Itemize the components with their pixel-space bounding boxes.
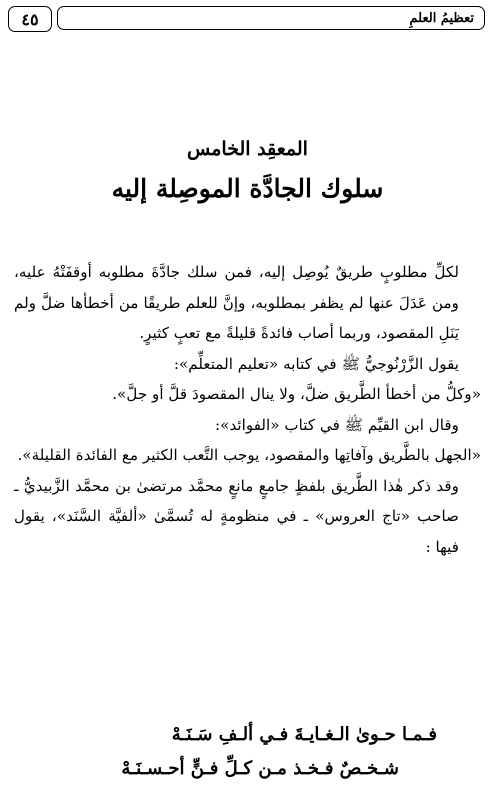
paragraph-zabidi: وقد ذكر هٰذا الطَّريق بلفظٍ جامعٍ مانعٍ محمَّد مرتضىٰ بن محمَّد الزَّبيديُّ ـ صاحب «تاج العروس» ـ في منظومةٍ له تُسمَّىٰ «ألفيَّة السَّنَد»، يقول فيها : <box>14 476 459 556</box>
paragraph-ibn-qayyim-intro: وقال ابن القيِّم ﷺ في كتاب «الفوائد»: <box>215 415 459 434</box>
section-title: سلوك الجادَّة الموصِلة إليه <box>111 174 384 203</box>
poem-verse-2: شـخـصٌ فـخـذ مـن كـلِّ فـنٍّ أحـسـنَـهْ <box>121 758 399 779</box>
quote-zarnuji: «وكلُّ من أخطأ الطَّريق ضلَّ، ولا ينال المقصودَ قلَّ أو جلَّ». <box>112 385 481 403</box>
running-title: تعظيمُ العلمِ <box>57 6 485 30</box>
paragraph-intro: لكلِّ مطلوبٍ طريقٌ يُوصِل إليه، فمن سلك جادَّةَ مطلوبه أوقفَتْهُ عليه، ومن عَدَلَ عنها لم يظفر بمطلوبه، وإنَّ للعلم طريقًا من أخطأها ضلَّ ولم يَنَلِ المقصود، وربما أصاب فائدةً قليلةً مع تعبٍ كثيرٍ. <box>14 263 459 342</box>
page-header <box>8 6 487 32</box>
paragraph-zarnuji-intro: يقول الزَّرْنُوجيُّ ﷺ في كتابه «تعليم المتعلِّم»: <box>173 354 459 373</box>
quote-ibn-qayyim: «الجهل بالطَّريق وآفاتِها والمقصود، يوجب التَّعب الكثير مع الفائدة القليلة». <box>17 446 481 464</box>
body-text <box>14 257 481 562</box>
poem <box>0 718 495 786</box>
poem-verse-1: فـمـا حـوىٰ الـغـايـةَ فـي ألـفِ سَـنَـهْ <box>171 724 437 745</box>
page-number: ٤٥ <box>8 6 52 32</box>
chapter-title: المعقِد الخامس <box>187 138 308 160</box>
